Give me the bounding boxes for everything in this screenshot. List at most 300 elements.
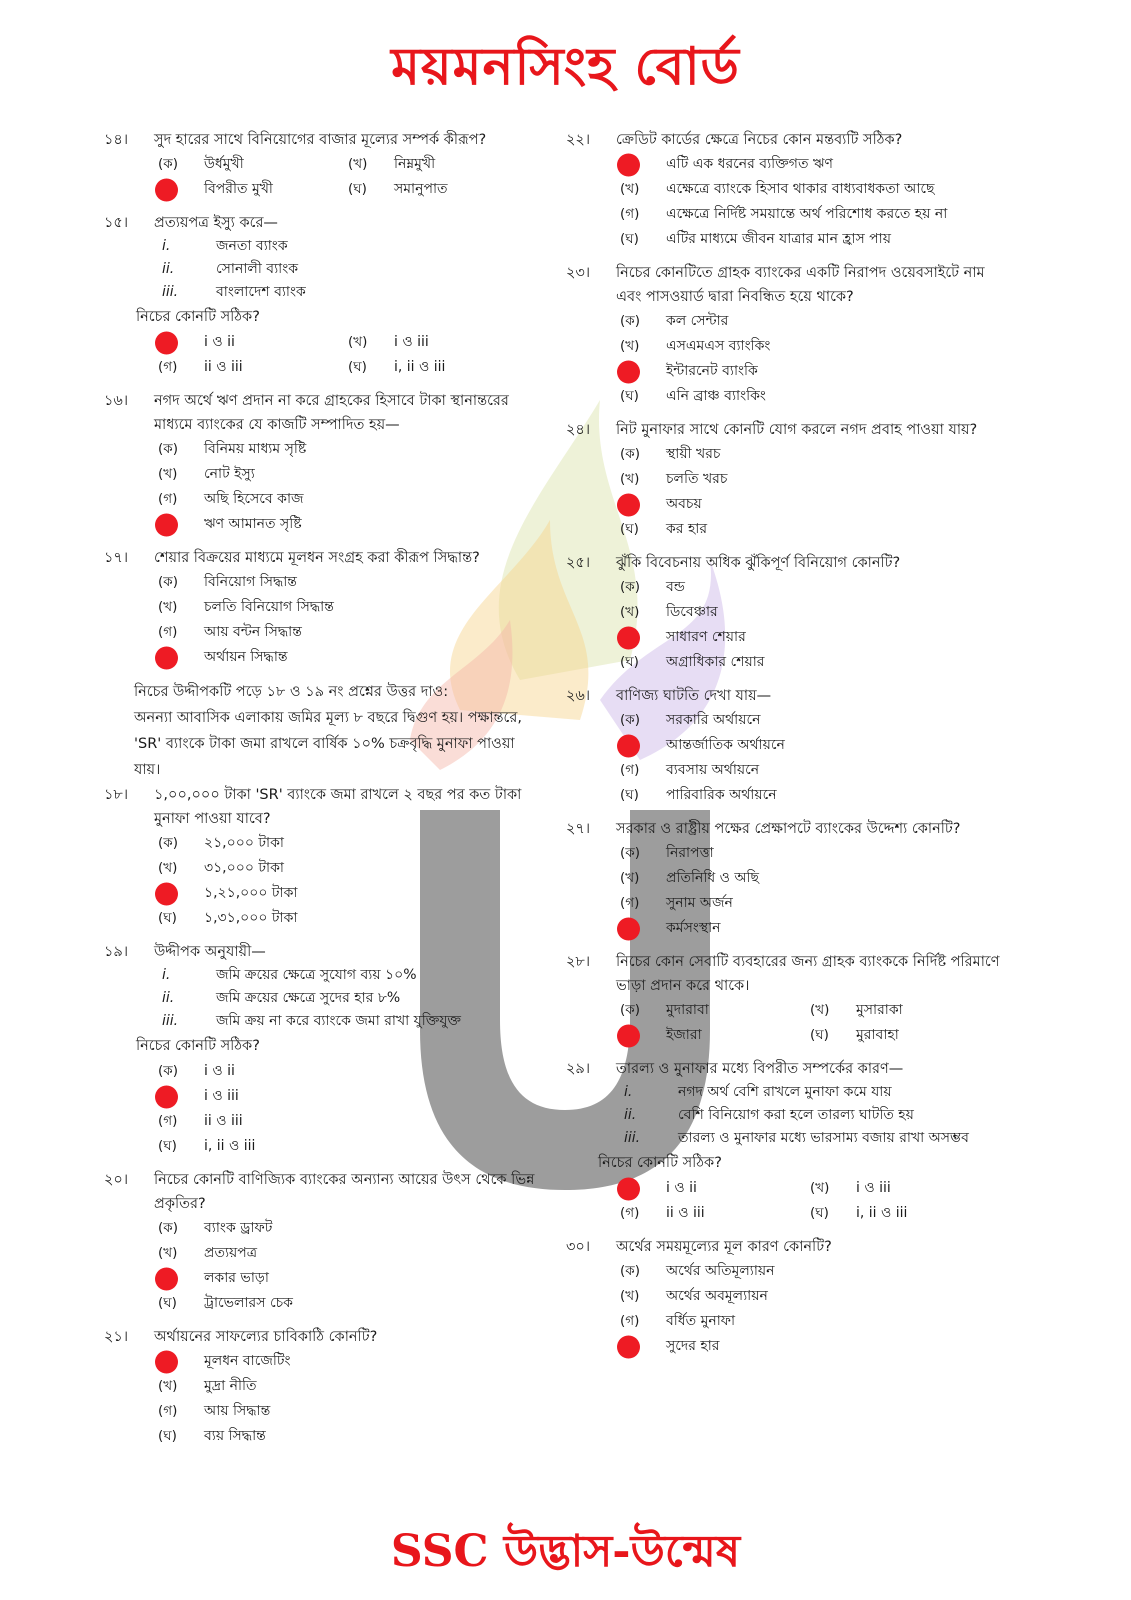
options-list: [566, 575, 1006, 675]
answer-option[interactable]: [158, 881, 544, 906]
option-label: (ক): [158, 156, 178, 172]
option-text: অর্থায়ন সিদ্ধান্ত: [204, 649, 288, 665]
option-marker: [158, 355, 194, 380]
option-text: ব্যবসায় অর্থায়নে: [666, 762, 760, 778]
answer-option[interactable]: [620, 1201, 810, 1226]
options-list: [104, 1349, 544, 1449]
answer-option[interactable]: [620, 202, 1006, 227]
correct-answer-dot-icon: [155, 1350, 178, 1373]
option-label: (খ): [620, 471, 640, 487]
question-item: [566, 551, 1006, 675]
correct-answer-dot-icon: [617, 734, 640, 757]
option-text: i, ii ও iii: [394, 359, 446, 375]
question-prompt: নিচের কোনটি সঠিক?: [598, 1155, 722, 1171]
board-title: ময়মনসিংহ বোর্ড: [391, 37, 740, 97]
options-list: [566, 309, 1006, 409]
answer-option[interactable]: [348, 177, 544, 202]
option-label: (খ): [158, 466, 178, 482]
option-marker: [620, 309, 656, 334]
statement-item: [104, 964, 544, 987]
option-label: (ক): [158, 574, 178, 590]
option-label: (ঘ): [620, 521, 639, 537]
answer-option[interactable]: [158, 437, 544, 462]
option-label: (ঘ): [158, 1295, 177, 1311]
option-marker: [620, 1284, 656, 1309]
option-text: সুদের হার: [666, 1338, 720, 1354]
correct-answer-dot-icon: [617, 153, 640, 176]
option-text: মুসারাকা: [856, 1002, 903, 1018]
option-text: এক্ষেত্রে ব্যাংকে হিসাব থাকার বাধ্যবাধকতা আছে: [666, 181, 935, 197]
option-label: (ঘ): [620, 388, 639, 404]
option-marker: [810, 998, 846, 1023]
statement-text: জমি ক্রয়ের ক্ষেত্রে সুদের হার ৮%: [216, 990, 401, 1006]
question-item: [104, 211, 544, 380]
question-text: সরকার ও রাষ্ট্রীয় পক্ষের প্রেক্ষাপটে ব্যাংকের উদ্দেশ্য কোনটি?: [616, 821, 961, 837]
statement-text: জমি ক্রয়ের ক্ষেত্রে সুযোগ ব্যয় ১০%: [216, 967, 417, 983]
option-text: কর হার: [666, 521, 708, 537]
option-marker: [158, 856, 194, 881]
answer-option[interactable]: [620, 177, 1006, 202]
statement-numeral: ii.: [624, 1107, 637, 1123]
answer-option[interactable]: [348, 330, 544, 355]
answer-option[interactable]: [620, 650, 1006, 675]
question-item: [566, 1235, 1006, 1359]
option-marker: [348, 177, 384, 202]
statement-numeral: i.: [162, 967, 171, 983]
option-label: (ঘ): [620, 231, 639, 247]
option-label: (খ): [158, 860, 178, 876]
option-marker: [158, 1109, 194, 1134]
statement-numeral: i.: [162, 238, 171, 254]
question-text: তারল্য ও মুনাফার মধ্যে বিপরীত সম্পর্কের কারণ—: [616, 1061, 904, 1077]
question-number: ২৮।: [566, 954, 591, 970]
option-label: (ক): [158, 1063, 178, 1079]
option-marker: [158, 487, 194, 512]
answer-option[interactable]: [620, 916, 1006, 941]
question-header: [566, 817, 1006, 841]
option-label: (খ): [158, 1378, 178, 1394]
option-marker: [620, 650, 656, 675]
question-number: ২৫।: [566, 555, 591, 571]
option-text: i ও iii: [204, 1088, 239, 1104]
option-text: ii ও iii: [204, 359, 243, 375]
answer-option[interactable]: [158, 1241, 544, 1266]
question-item: [104, 128, 544, 202]
options-list: [566, 442, 1006, 542]
question-header: [566, 418, 1006, 442]
answer-option[interactable]: [158, 906, 544, 931]
answer-option[interactable]: [620, 359, 1006, 384]
option-text: মূলধন বাজেটিং: [204, 1353, 291, 1369]
statement-numeral: i.: [624, 1084, 633, 1100]
option-marker: [810, 1201, 846, 1226]
answer-option[interactable]: [158, 620, 544, 645]
answer-option[interactable]: [620, 600, 1006, 625]
answer-option[interactable]: [620, 227, 1006, 252]
answer-option[interactable]: [348, 355, 544, 380]
answer-option[interactable]: [620, 442, 1006, 467]
answer-option[interactable]: [620, 384, 1006, 409]
option-text: ii ও iii: [204, 1113, 243, 1129]
statement-numeral: iii.: [162, 284, 179, 300]
statement-text: সোনালী ব্যাংক: [216, 261, 299, 277]
question-header: [566, 551, 1006, 575]
options-list: [566, 998, 1006, 1048]
options-list: [566, 841, 1006, 941]
answer-option[interactable]: [158, 1059, 544, 1084]
option-marker: [620, 467, 656, 492]
answer-option[interactable]: [620, 625, 1006, 650]
answer-option[interactable]: [158, 645, 544, 670]
option-label: (খ): [158, 1245, 178, 1261]
answer-option[interactable]: [158, 1291, 544, 1316]
option-label: (খ): [810, 1002, 830, 1018]
answer-option[interactable]: [158, 1266, 544, 1291]
option-marker: [620, 442, 656, 467]
option-text: এটির মাধ্যমে জীবন যাত্রার মান হ্রাস পায়: [666, 231, 891, 247]
option-label: (ঘ): [620, 654, 639, 670]
option-text: সুনাম অর্জন: [666, 895, 733, 911]
option-text: লকার ভাড়া: [204, 1270, 269, 1286]
question-item: [104, 1325, 544, 1449]
answer-option[interactable]: [620, 152, 1006, 177]
question-header: [104, 389, 544, 437]
option-label: (ঘ): [348, 181, 367, 197]
answer-option[interactable]: [810, 1201, 1006, 1226]
question-number: ২২।: [566, 132, 591, 148]
option-text: ২১,০০০ টাকা: [204, 835, 284, 851]
option-text: অবচয়: [666, 496, 702, 512]
question-header: [566, 950, 1006, 998]
option-label: (খ): [620, 1288, 640, 1304]
question-item: [566, 1057, 1006, 1226]
answer-option[interactable]: [620, 467, 1006, 492]
option-marker: [158, 1424, 194, 1449]
option-label: (গ): [158, 1403, 178, 1419]
option-label: (ক): [158, 1220, 178, 1236]
correct-answer-dot-icon: [617, 493, 640, 516]
option-label: (খ): [348, 156, 368, 172]
option-label: (ক): [620, 579, 640, 595]
question-text: ঝুঁকি বিবেচনায় অধিক ঝুঁকিপূর্ণ বিনিয়োগ কোনটি?: [616, 555, 901, 571]
option-marker: [158, 620, 194, 645]
statement-item: [566, 1127, 1006, 1150]
option-text: ব্যয় সিদ্ধান্ত: [204, 1428, 266, 1444]
question-item: [104, 389, 544, 537]
option-marker: [348, 355, 384, 380]
option-text: এসএমএস ব্যাংকিং: [666, 338, 771, 354]
option-text: i ও ii: [204, 334, 235, 350]
question-number: ২৩।: [566, 265, 591, 281]
option-marker: [158, 1216, 194, 1241]
answer-option[interactable]: [620, 733, 1006, 758]
option-marker: [158, 437, 194, 462]
option-marker: [620, 841, 656, 866]
answer-option[interactable]: [620, 891, 1006, 916]
correct-answer-dot-icon: [155, 331, 178, 354]
correct-answer-dot-icon: [155, 513, 178, 536]
statement-numeral: ii.: [162, 261, 175, 277]
option-text: মুরাবাহা: [856, 1027, 899, 1043]
question-item: [566, 418, 1006, 542]
option-text: i ও iii: [856, 1180, 891, 1196]
answer-option[interactable]: [158, 152, 348, 177]
statement-item: [104, 281, 544, 304]
question-text: উদ্দীপক অনুযায়ী—: [154, 944, 266, 960]
answer-option[interactable]: [158, 1374, 544, 1399]
answer-option[interactable]: [158, 1216, 544, 1241]
option-label: (গ): [158, 491, 178, 507]
stimulus-text: অনন্যা আবাসিক এলাকায় জমির মূল্য ৮ বছরে দ্বিগুণ হয়। পক্ষান্তরে, 'SR' ব্যাংকে টাকা জমা রাখলে বার্ষিক ১০% চক্রবৃদ্ধি মুনাফা পাওয়া যায়।: [134, 710, 522, 778]
option-marker: [348, 330, 384, 355]
question-number: ১৬।: [104, 393, 129, 409]
option-label: (খ): [620, 338, 640, 354]
option-text: ইন্টারনেট ব্যাংকি: [666, 363, 758, 379]
correct-answer-dot-icon: [155, 646, 178, 669]
answer-option[interactable]: [810, 998, 1006, 1023]
option-text: সরকারি অর্থায়নে: [666, 712, 761, 728]
option-marker: [810, 1176, 846, 1201]
option-marker: [620, 202, 656, 227]
option-text: উর্ধমুখী: [204, 156, 244, 172]
answer-option[interactable]: [620, 1023, 810, 1048]
question-number: ১৫।: [104, 215, 129, 231]
question-header: [566, 684, 1006, 708]
option-label: (ঘ): [810, 1205, 829, 1221]
answer-option[interactable]: [158, 831, 544, 856]
answer-option[interactable]: [620, 1284, 1006, 1309]
question-item: [104, 1168, 544, 1316]
question-header: [104, 1325, 544, 1349]
answer-option[interactable]: [620, 758, 1006, 783]
correct-answer-dot-icon: [617, 917, 640, 940]
answer-option[interactable]: [620, 1309, 1006, 1334]
option-text: সমানুপাত: [394, 181, 448, 197]
question-item: [104, 940, 544, 1159]
answer-option[interactable]: [620, 998, 810, 1023]
option-text: বন্ড: [666, 579, 685, 595]
option-label: (গ): [620, 1313, 640, 1329]
question-number: ২০।: [104, 1172, 129, 1188]
option-marker: [620, 866, 656, 891]
correct-answer-dot-icon: [155, 1085, 178, 1108]
question-item: [566, 817, 1006, 941]
option-text: সাধারণ শেয়ার: [666, 629, 746, 645]
question-number: ১৭।: [104, 550, 129, 566]
answer-option[interactable]: [620, 517, 1006, 542]
question-text: নিচের কোনটিতে গ্রাহক ব্যাংকের একটি নিরাপদ ওয়েবসাইটে নাম এবং পাসওয়ার্ড দ্বারা নিবন্ধিত হয়ে থাকে?: [616, 265, 985, 305]
answer-option[interactable]: [158, 177, 348, 202]
statement-text: বেশি বিনিয়োগ করা হলে তারল্য ঘাটতি হয়: [678, 1107, 914, 1123]
correct-answer-dot-icon: [617, 1335, 640, 1358]
question-text: নিট মুনাফার সাথে কোনটি যোগ করলে নগদ প্রবাহ পাওয়া যায়?: [616, 422, 978, 438]
options-list: [104, 831, 544, 931]
option-marker: [620, 517, 656, 542]
option-marker: [620, 1309, 656, 1334]
option-label: (ঘ): [158, 1428, 177, 1444]
statement-text: জমি ক্রয় না করে ব্যাংকে জমা রাখা যুক্তিযুক্ত: [216, 1013, 462, 1029]
answer-option[interactable]: [158, 355, 348, 380]
correct-answer-dot-icon: [617, 1177, 640, 1200]
option-label: (ক): [620, 712, 640, 728]
answer-option[interactable]: [158, 1134, 544, 1159]
option-marker: [620, 1259, 656, 1284]
option-label: (ক): [620, 845, 640, 861]
answer-option[interactable]: [620, 492, 1006, 517]
options-list: [104, 330, 544, 380]
option-marker: [158, 1399, 194, 1424]
answer-option[interactable]: [158, 462, 544, 487]
statement-item: [104, 235, 544, 258]
options-list: [566, 152, 1006, 252]
answer-option[interactable]: [348, 152, 544, 177]
question-prompt: নিচের কোনটি সঠিক?: [136, 1038, 260, 1054]
option-text: i, ii ও iii: [856, 1205, 908, 1221]
question-header: [566, 128, 1006, 152]
option-label: (খ): [810, 1180, 830, 1196]
statement-item: [566, 1081, 1006, 1104]
option-text: প্রত্যয়পত্র: [204, 1245, 258, 1261]
answer-option[interactable]: [620, 309, 1006, 334]
answer-option[interactable]: [158, 1424, 544, 1449]
answer-option[interactable]: [158, 330, 348, 355]
option-text: আয় বন্টন সিদ্ধান্ত: [204, 624, 302, 640]
options-list: [566, 708, 1006, 808]
options-list: [104, 437, 544, 537]
question-item: [566, 261, 1006, 409]
option-marker: [620, 1201, 656, 1226]
option-label: (গ): [620, 1205, 640, 1221]
option-label: (ঘ): [810, 1027, 829, 1043]
question-item: [566, 128, 1006, 252]
answer-option[interactable]: [620, 1334, 1006, 1359]
question-header: [566, 261, 1006, 309]
option-text: ট্রাভেলারস চেক: [204, 1295, 293, 1311]
question-text: নগদ অর্থে ঋণ প্রদান না করে গ্রাহকের হিসাবে টাকা স্থানান্তরের মাধ্যমে ব্যাংকের যে কাজটি সম্পাদিত হয়—: [154, 393, 509, 433]
answer-option[interactable]: [620, 1259, 1006, 1284]
question-item: [566, 950, 1006, 1048]
option-marker: [620, 758, 656, 783]
option-text: অর্থের অবমূল্যায়ন: [666, 1288, 768, 1304]
statement-item: [104, 987, 544, 1010]
option-text: চলতি খরচ: [666, 471, 728, 487]
option-label: (ক): [620, 1002, 640, 1018]
options-list: [104, 1216, 544, 1316]
answer-option[interactable]: [620, 708, 1006, 733]
answer-option[interactable]: [158, 595, 544, 620]
option-text: আয় সিদ্ধান্ত: [204, 1403, 271, 1419]
option-text: নোট ইস্যু: [204, 466, 255, 482]
question-number: ২৪।: [566, 422, 591, 438]
option-text: মুদারাবা: [666, 1002, 709, 1018]
answer-option[interactable]: [158, 1349, 544, 1374]
answer-option[interactable]: [620, 1176, 810, 1201]
question-header: [104, 211, 544, 235]
question-text: অর্থের সময়মূল্যের মূল কারণ কোনটি?: [616, 1239, 832, 1255]
answer-option[interactable]: [620, 841, 1006, 866]
option-marker: [810, 1023, 846, 1048]
answer-option[interactable]: [620, 783, 1006, 808]
option-label: (ক): [620, 313, 640, 329]
option-label: (খ): [348, 334, 368, 350]
options-list: [104, 570, 544, 670]
question-prompt: নিচের কোনটি সঠিক?: [136, 309, 260, 325]
answer-option[interactable]: [810, 1176, 1006, 1201]
question-number: ২৬।: [566, 688, 591, 704]
footer-title: SSC উদ্ভাস-উন্মেষ: [390, 1526, 741, 1577]
option-marker: [620, 575, 656, 600]
option-label: (ঘ): [620, 787, 639, 803]
statement-numeral: ii.: [162, 990, 175, 1006]
option-label: (ঘ): [158, 910, 177, 926]
answer-option[interactable]: [620, 334, 1006, 359]
correct-answer-dot-icon: [617, 360, 640, 383]
option-text: অছি হিসেবে কাজ: [204, 491, 304, 507]
option-label: (গ): [620, 895, 640, 911]
question-header: [566, 1057, 1006, 1081]
answer-option[interactable]: [158, 1084, 544, 1109]
options-list: [104, 1059, 544, 1159]
option-text: ব্যাংক ড্রাফট: [204, 1220, 273, 1236]
option-label: (গ): [620, 206, 640, 222]
option-label: (ক): [158, 441, 178, 457]
option-marker: [620, 177, 656, 202]
option-marker: [158, 1374, 194, 1399]
option-text: প্রতিনিধি ও অছি: [666, 870, 759, 886]
answer-option[interactable]: [158, 512, 544, 537]
option-marker: [158, 152, 194, 177]
answer-option[interactable]: [620, 866, 1006, 891]
question-header: [104, 1168, 544, 1216]
answer-option[interactable]: [810, 1023, 1006, 1048]
option-text: নিম্নমুখী: [394, 156, 436, 172]
question-header: [104, 128, 544, 152]
statement-numeral: iii.: [162, 1013, 179, 1029]
question-text: বাণিজ্য ঘাটতি দেখা যায়—: [616, 688, 772, 704]
option-text: মুদ্রা নীতি: [204, 1378, 257, 1394]
option-text: i ও iii: [394, 334, 429, 350]
option-text: অগ্রাধিকার শেয়ার: [666, 654, 765, 670]
option-text: ১,৩১,০০০ টাকা: [204, 910, 298, 926]
option-text: ইজারা: [666, 1027, 702, 1043]
answer-option[interactable]: [158, 570, 544, 595]
answer-option[interactable]: [158, 1399, 544, 1424]
answer-option[interactable]: [620, 575, 1006, 600]
option-marker: [348, 152, 384, 177]
answer-option[interactable]: [158, 856, 544, 881]
statement-numeral: iii.: [624, 1130, 641, 1146]
option-text: ii ও iii: [666, 1205, 705, 1221]
option-marker: [158, 595, 194, 620]
option-marker: [158, 1291, 194, 1316]
stimulus-text: নিচের উদ্দীপকটি পড়ে ১৮ ও ১৯ নং প্রশ্নের উত্তর দাও:: [134, 684, 449, 700]
option-marker: [620, 783, 656, 808]
option-label: (খ): [158, 599, 178, 615]
option-text: i, ii ও iii: [204, 1138, 256, 1154]
answer-option[interactable]: [158, 1109, 544, 1134]
question-text: প্রত্যয়পত্র ইস্যু করে—: [154, 215, 278, 231]
question-text: শেয়ার বিক্রয়ের মাধ্যমে মূলধন সংগ্রহ করা কীরূপ সিদ্ধান্ত?: [154, 550, 480, 566]
statement-item: [104, 1010, 544, 1033]
question-text: সুদ হারের সাথে বিনিয়োগের বাজার মূল্যের সম্পর্ক কীরূপ?: [154, 132, 487, 148]
correct-answer-dot-icon: [155, 178, 178, 201]
option-label: (গ): [620, 762, 640, 778]
option-label: (গ): [158, 359, 178, 375]
option-text: এটি এক ধরনের ব্যক্তিগত ঋণ: [666, 156, 833, 172]
answer-option[interactable]: [158, 487, 544, 512]
option-text: স্থায়ী খরচ: [666, 446, 721, 462]
option-marker: [620, 334, 656, 359]
